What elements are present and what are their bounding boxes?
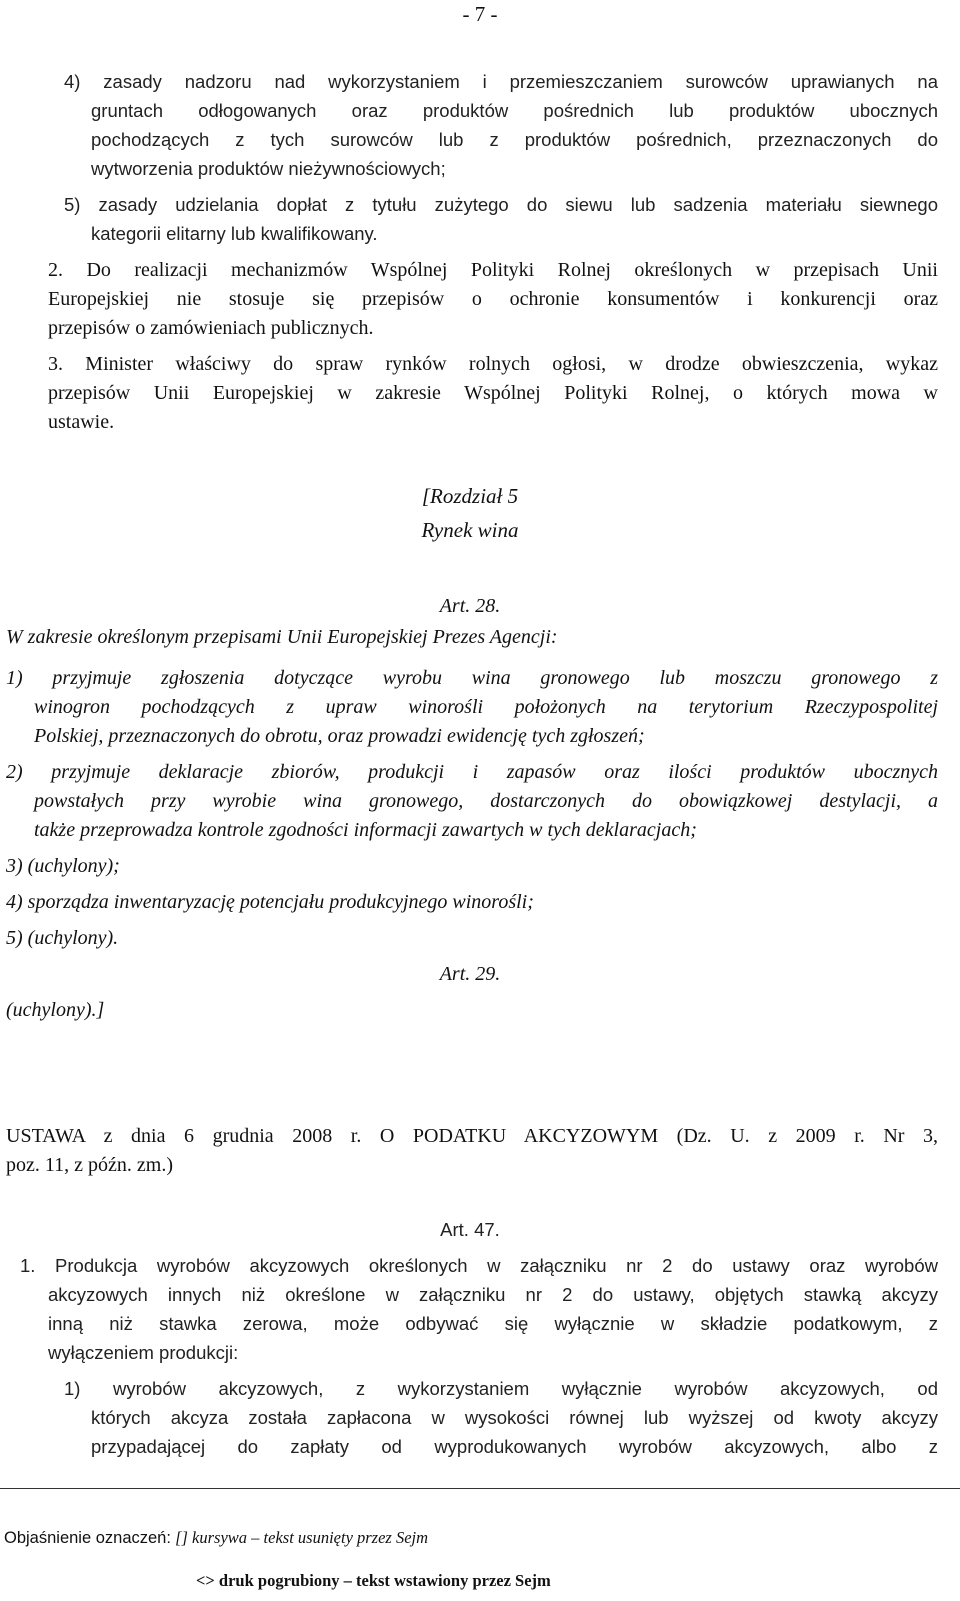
article-29-text: (uchylony).]: [6, 999, 105, 1021]
text-line: 3. Minister właściwy do spraw rynków rolnych ogłosi, w drodze obwieszczenia, wykaz: [48, 353, 938, 375]
text-line: winogron pochodzących z upraw winorośli położonych na terytorium Rzeczypospolitej: [34, 696, 938, 718]
text-line: inną niż stawka zerowa, może odbywać się wyłącznie w składzie podatkowym, z: [48, 1313, 938, 1334]
text-line: 1) wyrobów akcyzowych, z wykorzystaniem wyłącznie wyrobów akcyzowych, od: [64, 1378, 938, 1399]
text-line: których akcyza została zapłacona w wysokości równej lub wyższej od kwoty akcyzy: [91, 1407, 938, 1428]
text-line: także przeprowadza kontrole zgodności informacji zawartych w tych deklaracjach;: [34, 819, 697, 841]
text-line: poz. 11, z późn. zm.): [6, 1154, 173, 1176]
text-line: wyłączeniem produkcji:: [48, 1342, 239, 1363]
text-line: przepisów Unii Europejskiej w zakresie Wspólnej Polityki Rolnej, o których mowa w: [48, 382, 938, 404]
text-line: przepisów o zamówieniach publicznych.: [48, 317, 374, 339]
text-line: 2) przyjmuje deklaracje zbiorów, produkcji i zapasów oraz ilości produktów ubocznych: [6, 761, 938, 783]
legend-italic-note: [] kursywa – tekst usunięty przez Sejm: [175, 1528, 429, 1547]
article-47-title: Art. 47.: [440, 1219, 500, 1240]
text-line: 5) zasady udzielania dopłat z tytułu zużytego do siewu lub sadzenia materiału siewnego: [64, 194, 938, 215]
legend-italic: [4, 1524, 428, 1552]
text-line: akcyzowych innych niż określone w załączniku nr 2 do ustawy, objętych stawką akcyzy: [48, 1284, 938, 1305]
text-line: 2. Do realizacji mechanizmów Wspólnej Polityki Rolnej określonych w przepisach Unii: [48, 259, 938, 281]
text-line: kategorii elitarny lub kwalifikowany.: [91, 223, 378, 244]
article-28-title: Art. 28.: [439, 595, 501, 617]
text-line: Polskiej, przeznaczonych do obrotu, oraz prowadzi ewidencję tych zgłoszeń;: [34, 725, 645, 747]
article-28-item-5: 5) (uchylony).: [6, 927, 119, 949]
article-28-intro: W zakresie określonym przepisami Unii Europejskiej Prezes Agencji:: [6, 626, 558, 648]
article-29-title: Art. 29.: [439, 963, 501, 985]
text-line: USTAWA z dnia 6 grudnia 2008 r. O PODATKU AKCYZOWYM (Dz. U. z 2009 r. Nr 3,: [6, 1125, 938, 1147]
text-line: 4) zasady nadzoru nad wykorzystaniem i przemieszczaniem surowców uprawianych na: [64, 71, 938, 92]
chapter-subtitle: Rynek wina: [421, 518, 519, 542]
page-number: - 7 -: [462, 2, 498, 26]
text-line: przypadającej do zapłaty od wyprodukowanych wyrobów akcyzowych, albo z: [91, 1436, 938, 1457]
text-line: ustawie.: [48, 411, 115, 433]
text-line: powstałych przy wyrobie wina gronowego, dostarczonych do obowiązkowej destylacji, a: [34, 790, 938, 812]
text-line: pochodzących z tych surowców lub z produktów pośrednich, przeznaczonych do: [91, 129, 938, 150]
text-line: gruntach odłogowanych oraz produktów pośrednich lub produktów ubocznych: [91, 100, 938, 121]
chapter-heading: [Rozdział 5: [421, 484, 519, 508]
text-line: wytworzenia produktów nieżywnościowych;: [91, 158, 446, 179]
article-28-item-4: 4) sporządza inwentaryzację potencjału produkcyjnego winorośli;: [6, 891, 534, 913]
text-line: 1) przyjmuje zgłoszenia dotyczące wyrobu wina gronowego lub moszczu gronowego z: [6, 667, 938, 689]
legend-label: Objaśnienie oznaczeń:: [4, 1529, 171, 1547]
footer-divider: [0, 1488, 960, 1489]
article-28-item-3: 3) (uchylony);: [6, 855, 120, 877]
text-line: Europejskiej nie stosuje się przepisów o ochronie konsumentów i konkurencji oraz: [48, 288, 938, 310]
legend-bold-note: <> druk pogrubiony – tekst wstawiony przez Sejm: [196, 1571, 551, 1590]
text-line: 1. Produkcja wyrobów akcyzowych określonych w załączniku nr 2 do ustawy oraz wyrobów: [20, 1255, 938, 1276]
